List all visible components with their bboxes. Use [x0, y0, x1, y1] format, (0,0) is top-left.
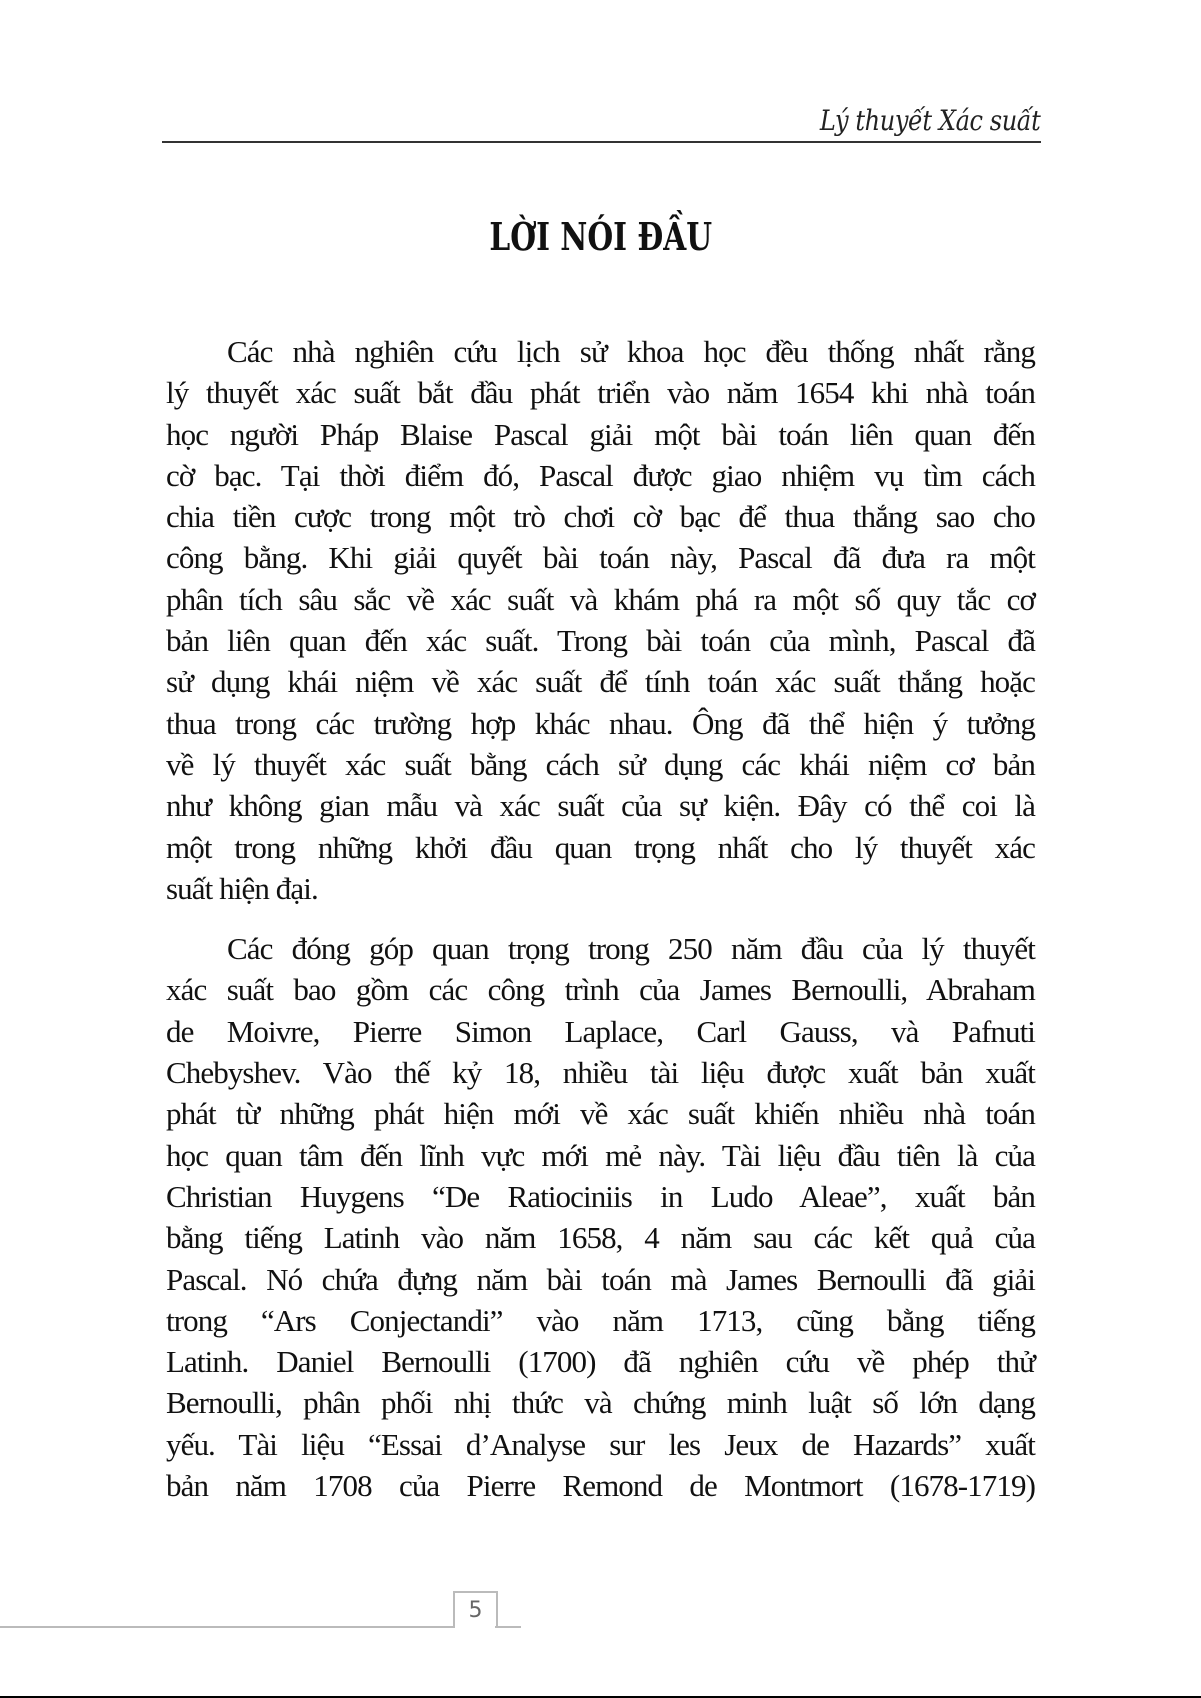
text-line: de Moivre, Pierre Simon Laplace, Carl Gauss, và Pafnuti: [166, 1013, 1035, 1049]
text-line: trong “Ars Conjectandi” vào năm 1713, cũng bằng tiếng: [166, 1302, 1035, 1338]
text-line: học người Pháp Blaise Pascal giải một bài toán liên quan đến: [166, 416, 1035, 452]
paragraph-1: [166, 331, 1035, 909]
text-line: thua trong các trường hợp khác nhau. Ông đã thể hiện ý tưởng: [166, 705, 1035, 741]
text-line: chia tiền cược trong một trò chơi cờ bạc để thua thắng sao cho: [166, 499, 1035, 535]
footer-rule-right: [495, 1626, 521, 1628]
text-line: Pascal. Nó chứa đựng năm bài toán mà James Bernoulli đã giải: [166, 1261, 1035, 1297]
text-line: sử dụng khái niệm về xác suất để tính toán xác suất thắng hoặc: [166, 664, 1035, 700]
footer-rule-left: [0, 1626, 454, 1628]
text-line: bằng tiếng Latinh vào năm 1658, 4 năm sau các kết quả của: [166, 1220, 1035, 1256]
chapter-title: [0, 214, 1201, 259]
text-line: Christian Huygens “De Ratiociniis in Ludo Aleae”, xuất bản: [166, 1178, 1035, 1214]
text-line: bản liên quan đến xác suất. Trong bài toán của mình, Pascal đã: [166, 623, 1035, 659]
text-line: suất hiện đại.: [166, 870, 318, 906]
text-line: xác suất bao gồm các công trình của James Bernoulli, Abraham: [166, 972, 1035, 1008]
running-header-title: Lý thuyết Xác suất: [819, 104, 1040, 137]
body-text: [166, 331, 1035, 1525]
page-number: 5: [468, 1598, 483, 1623]
text-line: về lý thuyết xác suất bằng cách sử dụng các khái niệm cơ bản: [166, 746, 1035, 782]
text-line: cờ bạc. Tại thời điểm đó, Pascal được giao nhiệm vụ tìm cách: [166, 457, 1035, 493]
text-line: Latinh. Daniel Bernoulli (1700) đã nghiên cứu về phép thử: [166, 1344, 1035, 1380]
text-line: lý thuyết xác suất bắt đầu phát triển vào năm 1654 khi nhà toán: [166, 375, 1035, 411]
text-line: một trong những khởi đầu quan trọng nhất cho lý thuyết xác: [166, 829, 1035, 865]
text-line: phân tích sâu sắc về xác suất và khám phá ra một số quy tắc cơ: [166, 581, 1035, 617]
text-line: công bằng. Khi giải quyết bài toán này, Pascal đã đưa ra một: [166, 540, 1035, 576]
text-line: yếu. Tài liệu “Essai d’Analyse sur les Jeux de Hazards” xuất: [166, 1426, 1035, 1462]
text-line: như không gian mẫu và xác suất của sự kiện. Đây có thể coi là: [166, 788, 1035, 824]
text-line: Bernoulli, phân phối nhị thức và chứng minh luật số lớn dạng: [166, 1385, 1035, 1421]
text-line: học quan tâm đến lĩnh vực mới mẻ này. Tài liệu đầu tiên là của: [166, 1137, 1035, 1173]
page-number-box: [453, 1591, 498, 1628]
text-line: phát từ những phát hiện mới về xác suất khiến nhiều nhà toán: [166, 1096, 1035, 1132]
chapter-title-text: LỜI NÓI ĐẦU: [489, 214, 712, 259]
paragraph-2: [166, 928, 1035, 1506]
text-line: Chebyshev. Vào thế kỷ 18, nhiều tài liệu được xuất bản xuất: [166, 1055, 1035, 1091]
text-line: Các nhà nghiên cứu lịch sử khoa học đều thống nhất rằng: [227, 334, 1035, 369]
header-rule: [162, 141, 1041, 143]
text-line: bản năm 1708 của Pierre Remond de Montmort (1678-1719): [166, 1468, 1035, 1504]
text-line: Các đóng góp quan trọng trong 250 năm đầu của lý thuyết: [227, 931, 1035, 967]
